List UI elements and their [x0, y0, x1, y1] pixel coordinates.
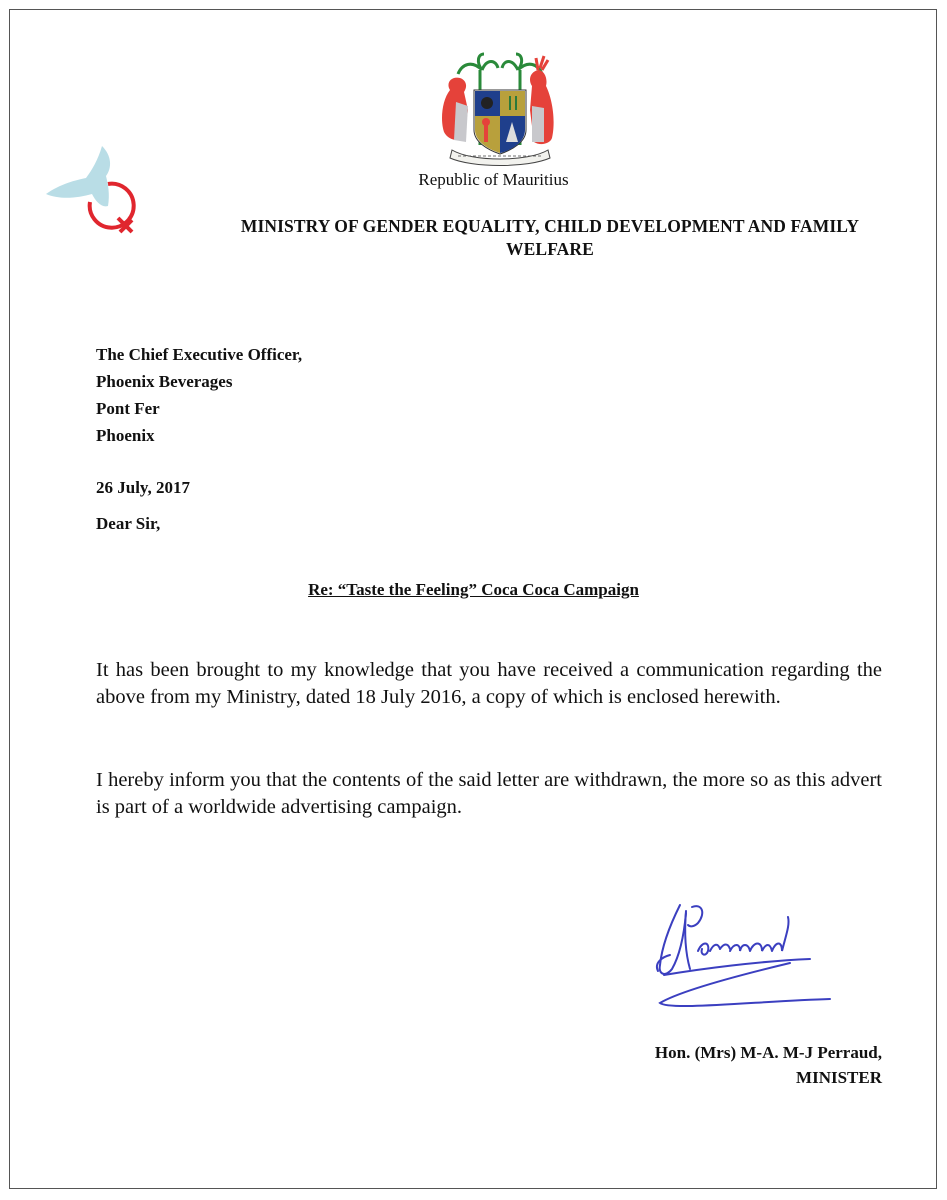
ministry-title [180, 215, 920, 261]
body-paragraph: I hereby inform you that the contents of the said letter are withdrawn, the more so as this advert is part of a worldwide advertising campaign. [96, 769, 882, 818]
addressee-block [96, 341, 302, 449]
addressee-line: Pont Fer [96, 399, 160, 418]
signatory-title: MINISTER [796, 1068, 882, 1087]
ministry-title-line1: MINISTRY OF GENDER EQUALITY, CHILD DEVELOPMENT AND FAMILY [240, 216, 860, 236]
addressee-line: The Chief Executive Officer, [96, 345, 303, 364]
signatory-name: Hon. (Mrs) M-A. M-J Perraud, [654, 1043, 882, 1062]
signatory-block [655, 1040, 882, 1090]
letter-date: 26 July, 2017 [96, 478, 190, 497]
addressee-line: Phoenix Beverages [96, 372, 233, 391]
ministry-title-line2: WELFARE [506, 239, 594, 259]
addressee-line: Phoenix [96, 426, 155, 445]
dove-female-symbol-icon [42, 140, 152, 235]
coat-of-arms-icon [432, 50, 568, 170]
body-paragraph: It has been brought to my knowledge that you have received a communication regarding the above from my Ministry, dated 18 July 2016, a copy of which is enclosed herewith. [96, 659, 882, 708]
subject-line: Re: “Taste the Feeling” Coca Coca Campaign [308, 580, 639, 599]
salutation: Dear Sir, [96, 514, 161, 533]
republic-label: Republic of Mauritius [418, 170, 569, 189]
handwritten-signature-icon [640, 895, 840, 1025]
